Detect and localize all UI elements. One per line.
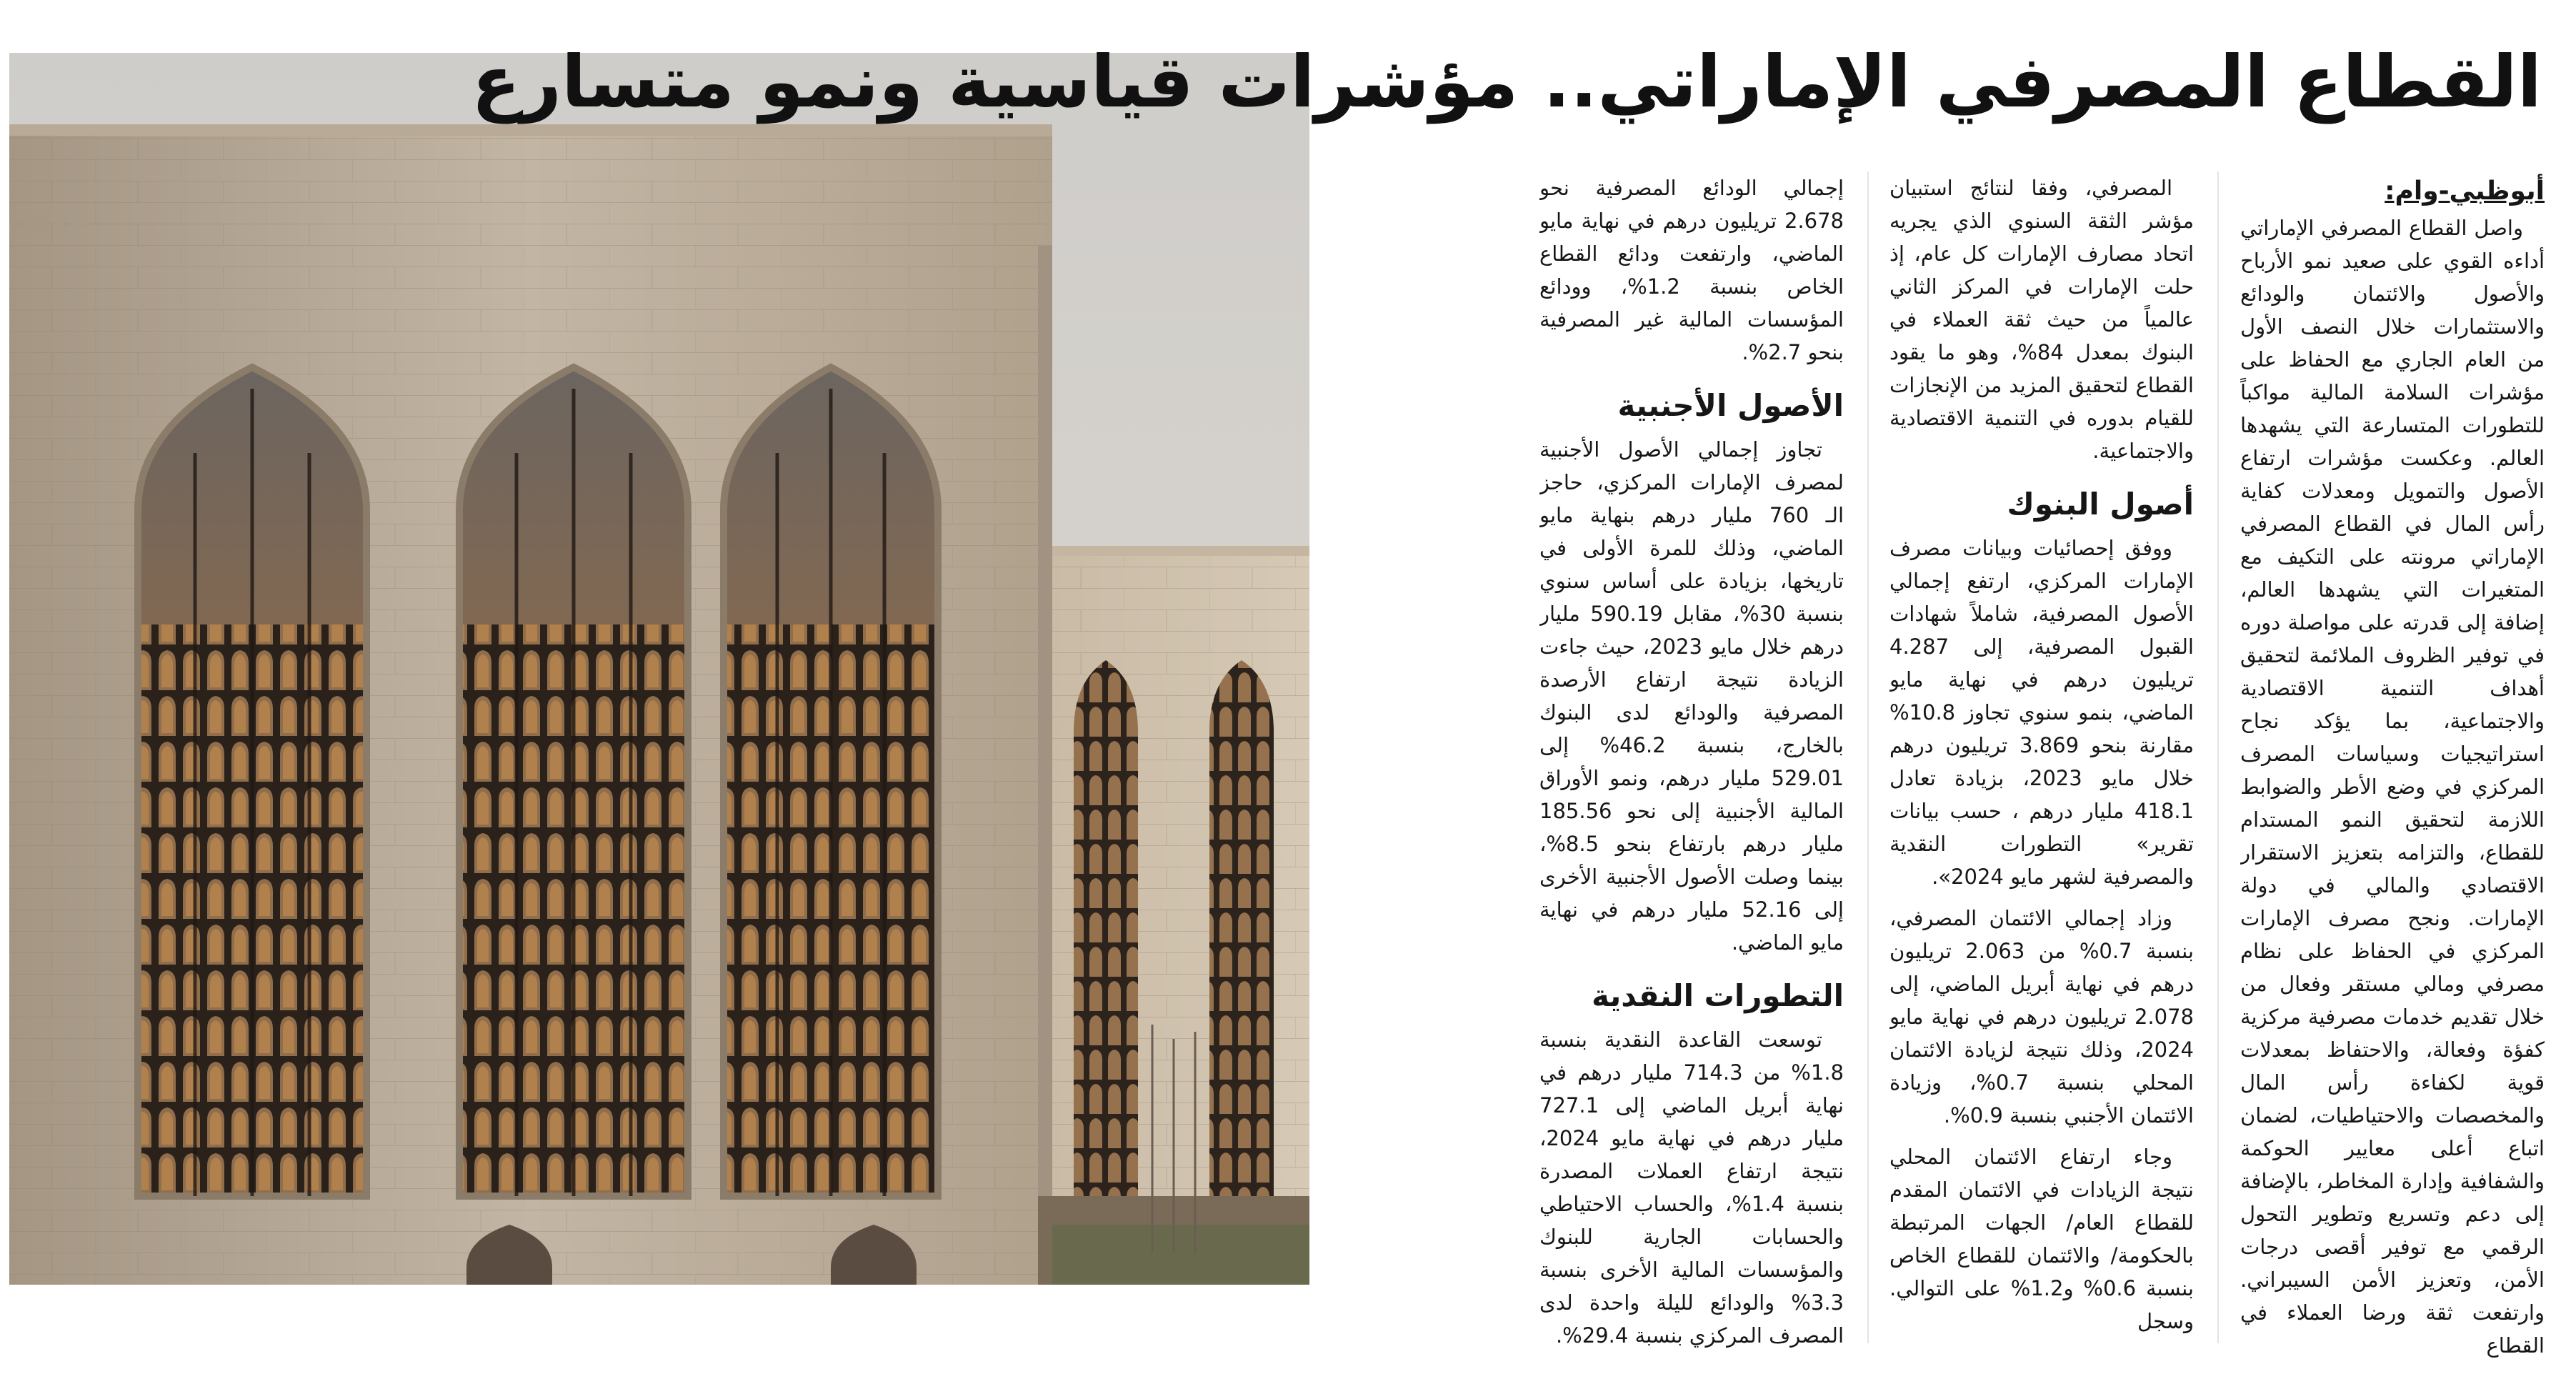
- column-divider: [2217, 171, 2219, 1343]
- article-column-2: [1889, 171, 2194, 1358]
- building-facade-illustration: [9, 53, 1309, 1285]
- page-title: القطاع المصرفي الإماراتي.. مؤشرات قياسية ونمو متسارع: [471, 40, 2542, 124]
- subheading-bank-assets: أصول البنوك: [2007, 487, 2194, 522]
- paragraph: تجاوز إجمالي الأصول الأجنبية لمصرف الإمارات المركزي، حاجز الـ 760 مليار درهم بنهاية مايو الماضي، وذلك للمرة الأولى في تاريخها، بزيادة على أساس سنوي بنسبة 30%، مقابل 590.19 مليار درهم خلال مايو 2023، حيث جاءت الزيادة نتيجة ارتفاع الأرصدة المصرفية والودائع لدى البنوك بالخارج، بنسبة 46.2% إلى 529.01 مليار درهم، ونمو الأوراق المالية الأجنبية إلى نحو 185.56 مليار درهم بارتفاع بنحو 8.5%، بينما وصلت الأصول الأجنبية الأخرى إلى 52.16 مليار درهم في نهاية مايو الماضي.: [1539, 437, 1844, 955]
- building-photo: [9, 53, 1309, 1285]
- article-column-3: [1539, 171, 1844, 1358]
- article-column-1: [2240, 171, 2545, 1358]
- paragraph: وزاد إجمالي الائتمان المصرفي، بنسبة 0.7% من 2.063 تريليون درهم في نهاية أبريل الماضي، إلى 2.078 تريليون درهم في نهاية مايو 2024، وذلك نتيجة لزيادة الائتمان المحلي بنسبة 0.7%، وزيادة الائتمان الأجنبي بنسبة 0.9%.: [1889, 906, 2194, 1127]
- subheading-foreign-assets: الأصول الأجنبية: [1617, 388, 1844, 423]
- subheading-monetary-developments: التطورات النقدية: [1591, 978, 1844, 1013]
- main-arch-windows: [138, 367, 938, 1196]
- paragraph: واصل القطاع المصرفي الإماراتي أداءه القوي على صعيد نمو الأرباح والأصول والائتمان والودائع والاستثمارات خلال النصف الأول من العام الجاري مع الحفاظ على مؤشرات السلامة المالية مواكباً للتطورات المتسارعة التي يشهدها العالم. وعكست مؤشرات ارتفاع الأصول والتمويل ومعدلات كفاية رأس المال في القطاع المصرفي الإماراتي مرونته على التكيف مع المتغيرات التي يشهدها العالم، إضافة إلى قدرته على مواصلة دوره في توفير الظروف الملائمة لتحقيق أهداف التنمية الاقتصادية والاجتماعية، بما يؤكد نجاح استراتيجيات وسياسات المصرف المركزي في وضع الأطر والضوابط اللازمة لتحقيق النمو المستدام للقطاع، والتزامه بتعزيز الاستقرار الاقتصادي والمالي في دولة الإمارات. ونجح مصرف الإمارات المركزي في الحفاظ على نظام مصرفي ومالي مستقر وفعال من خلال تقديم خدمات مصرفية مركزية كفؤة وفعالة، والاحتفاظ بمعدلات قوية لكفاءة رأس المال والمخصصات والاحتياطيات، لضمان اتباع أعلى معايير الحوكمة والشفافية وإدارة المخاطر، بالإضافة إلى دعم وتسريع وتطوير التحول الرقمي مع توفير أقصى درجات الأمن، وتعزيز الأمن السيبراني. وارتفعت ثقة ورضا العملاء في القطاع: [2240, 216, 2545, 1358]
- byline: أبوظبي-وام:: [2385, 176, 2545, 206]
- paragraph: وجاء ارتفاع الائتمان المحلي نتيجة الزيادات في الائتمان المقدم للقطاع العام/ الجهات المرتبطة بالحكومة/ والائتمان للقطاع الخاص بنسبة 0.6% و1.2% على التوالي. وسجل: [1889, 1145, 2194, 1333]
- paragraph: توسعت القاعدة النقدية بنسبة 1.8% من 714.3 مليار درهم في نهاية أبريل الماضي إلى 727.1 مليار درهم في نهاية مايو 2024، نتيجة ارتفاع العملات المصدرة بنسبة 1.4%، والحساب الاحتياطي والحسابات الجارية للبنوك والمؤسسات المالية الأخرى بنسبة 3.3% والودائع لليلة واحدة لدى المصرف المركزي بنسبة 29.4%.: [1539, 1027, 1844, 1348]
- column-divider: [1867, 171, 1869, 1343]
- paragraph: ووفق إحصائيات وبيانات مصرف الإمارات المركزي، ارتفع إجمالي الأصول المصرفية، شاملاً شهادات القبول المصرفية، إلى 4.287 تريليون درهم في نهاية مايو الماضي، بنمو سنوي تجاوز 10.8% مقارنة بنحو 3.869 تريليون درهم خلال مايو 2023، بزيادة تعادل 418.1 مليار درهم ، حسب بيانات تقرير» التطورات النقدية والمصرفية لشهر مايو 2024».: [1889, 536, 2194, 889]
- paragraph: إجمالي الودائع المصرفية نحو 2.678 تريليون درهم في نهاية مايو الماضي، وارتفعت ودائع القطاع الخاص بنسبة 1.2%، وودائع المؤسسات المالية غير المصرفية بنحو 2.7%.: [1539, 176, 1844, 364]
- paragraph: المصرفي، وفقا لنتائج استبيان مؤشر الثقة السنوي الذي يجريه اتحاد مصارف الإمارات كل عام، إذ حلت الإمارات في المركز الثاني عالمياً من حيث ثقة العملاء في البنوك بمعدل 84%، وهو ما يقود القطاع لتحقيق المزيد من الإنجازات للقيام بدوره في التنمية الاقتصادية والاجتماعية.: [1889, 176, 2194, 463]
